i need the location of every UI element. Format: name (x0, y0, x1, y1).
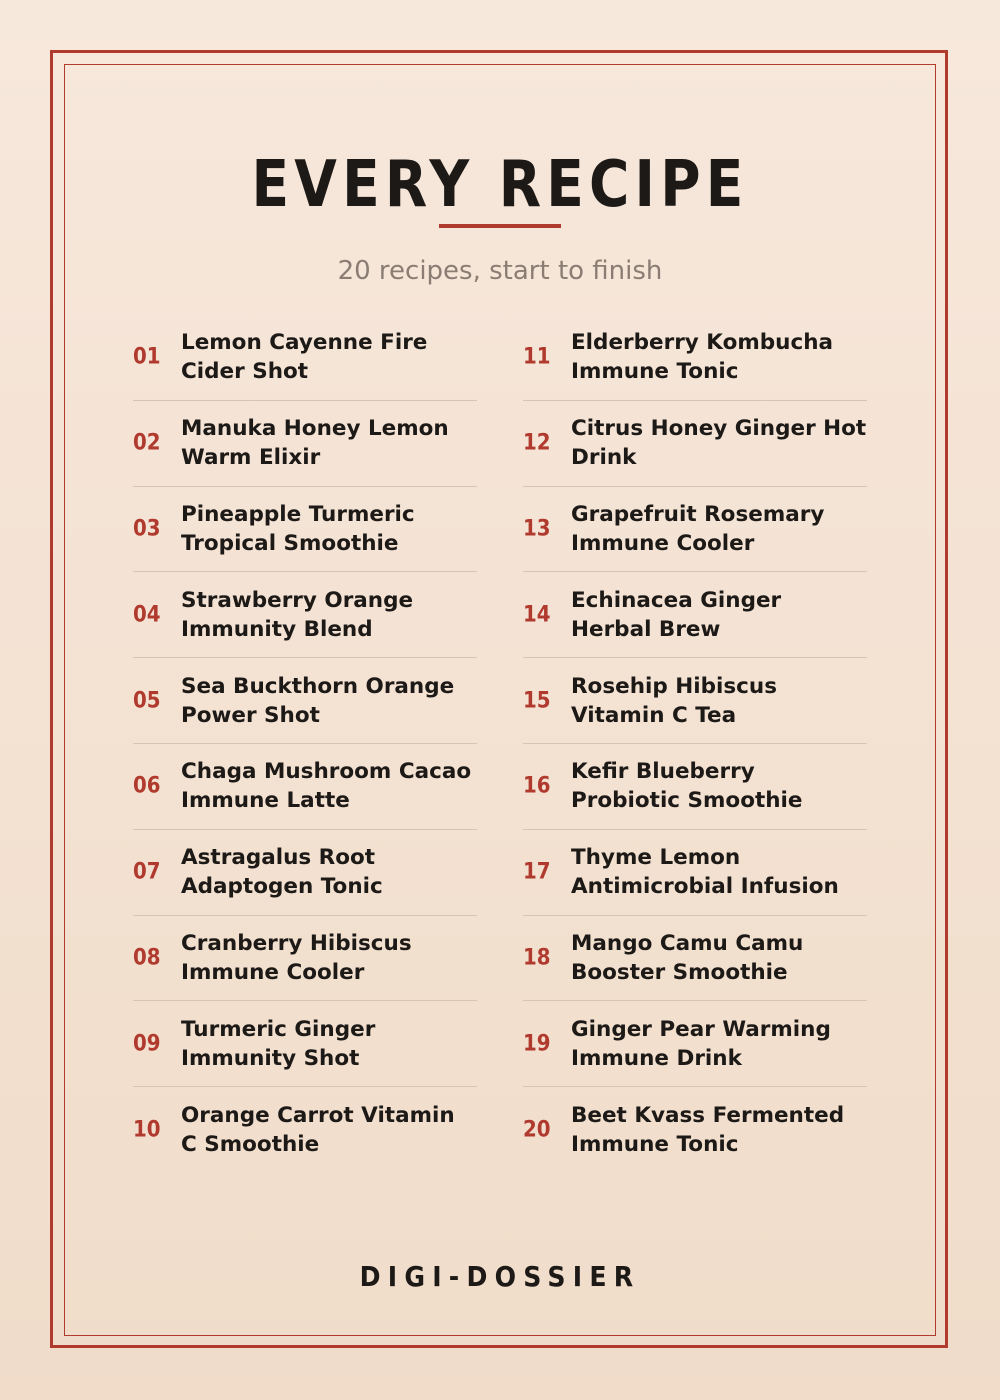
recipe-name: Elderberry Kombucha Immune Tonic (571, 329, 834, 384)
recipe-item[interactable] (133, 314, 477, 400)
recipe-name: Kefir Blueberry Probiotic Smoothie (571, 759, 803, 814)
recipe-number: 10 (133, 1117, 161, 1143)
recipe-name: Pineapple Turmeric Tropical Smoothie (181, 501, 415, 556)
recipe-number: 16 (523, 773, 551, 799)
recipe-number: 18 (523, 945, 551, 971)
recipe-item[interactable] (523, 657, 867, 743)
recipe-number: 13 (523, 516, 551, 542)
recipe-number: 20 (523, 1117, 551, 1143)
recipe-name: Rosehip Hibiscus Vitamin C Tea (571, 673, 778, 728)
recipe-item[interactable] (523, 571, 867, 657)
recipe-item[interactable] (523, 915, 867, 1001)
recipe-number: 02 (133, 430, 161, 456)
recipe-name: Citrus Honey Ginger Hot Drink (571, 416, 867, 471)
recipe-name: Astragalus Root Adaptogen Tonic (181, 845, 383, 900)
recipe-column-left (133, 314, 477, 1172)
recipe-number: 11 (523, 344, 551, 370)
recipe-item[interactable] (133, 743, 477, 829)
recipe-item[interactable] (523, 1000, 867, 1086)
recipe-name: Strawberry Orange Immunity Blend (181, 587, 414, 642)
recipe-item[interactable] (523, 829, 867, 915)
recipe-name: Cranberry Hibiscus Immune Cooler (181, 930, 412, 985)
recipe-number: 12 (523, 430, 551, 456)
recipe-item[interactable] (133, 400, 477, 486)
recipe-name: Lemon Cayenne Fire Cider Shot (181, 329, 428, 384)
page-title: EVERY RECIPE (251, 148, 749, 222)
recipe-item[interactable] (133, 1086, 477, 1172)
recipe-name: Turmeric Ginger Immunity Shot (181, 1016, 376, 1071)
recipe-item[interactable] (133, 915, 477, 1001)
page-subtitle: 20 recipes, start to finish (337, 256, 663, 286)
recipe-number: 07 (133, 859, 161, 885)
recipe-number: 19 (523, 1031, 551, 1057)
recipe-item[interactable] (523, 400, 867, 486)
recipe-name: Orange Carrot Vitamin C Smoothie (181, 1102, 455, 1157)
title-underline (439, 224, 561, 228)
recipe-name: Echinacea Ginger Herbal Brew (571, 587, 782, 642)
recipe-number: 09 (133, 1031, 161, 1057)
recipe-number: 03 (133, 516, 161, 542)
recipe-name: Grapefruit Rosemary Immune Cooler (571, 501, 825, 556)
recipe-name: Chaga Mushroom Cacao Immune Latte (181, 759, 472, 814)
recipe-item[interactable] (523, 486, 867, 572)
recipe-name: Beet Kvass Fermented Immune Tonic (571, 1102, 845, 1157)
recipe-number: 04 (133, 602, 161, 628)
brand-wordmark: DIGI-DOSSIER (359, 1260, 641, 1293)
recipe-number: 08 (133, 945, 161, 971)
recipe-number: 06 (133, 773, 161, 799)
recipe-item[interactable] (133, 657, 477, 743)
recipe-item[interactable] (133, 571, 477, 657)
recipe-name: Manuka Honey Lemon Warm Elixir (181, 416, 449, 471)
recipe-name: Mango Camu Camu Booster Smoothie (571, 930, 804, 985)
recipe-column-right (523, 314, 867, 1172)
recipe-item[interactable] (523, 1086, 867, 1172)
recipe-number: 01 (133, 344, 161, 370)
recipe-number: 17 (523, 859, 551, 885)
recipe-item[interactable] (133, 486, 477, 572)
recipe-name: Sea Buckthorn Orange Power Shot (181, 673, 455, 728)
recipe-name: Thyme Lemon Antimicrobial Infusion (571, 845, 839, 900)
recipe-number: 05 (133, 688, 161, 714)
recipe-name: Ginger Pear Warming Immune Drink (571, 1016, 831, 1071)
recipe-item[interactable] (133, 1000, 477, 1086)
recipe-number: 15 (523, 688, 551, 714)
recipe-number: 14 (523, 602, 551, 628)
recipe-item[interactable] (133, 829, 477, 915)
recipe-item[interactable] (523, 743, 867, 829)
recipe-item[interactable] (523, 314, 867, 400)
